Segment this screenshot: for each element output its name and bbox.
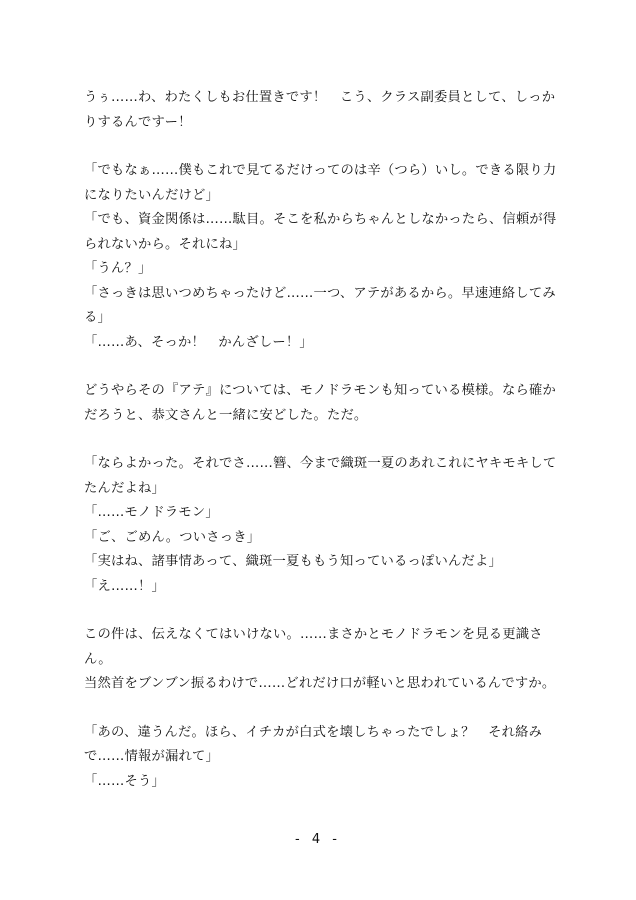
dialogue-line: 「……モノドラモン」 [84,505,219,520]
paragraph-gap [84,428,564,452]
page-number: - 4 - [295,832,341,847]
narration-line: どうやらその『アテ』については、モノドラモンも知っている模様。なら確かだろうと、恭文さんと一緒に安どした。ただ。 [84,383,556,423]
paragraph-gap [84,135,564,159]
dialogue-line: 「……あ、そっか！ かんざしー！」 [84,334,313,350]
narration-line: うぅ……わ、わたくしもお仕置きです！ こう、クラス副委員として、しっかりするんですー！ [84,90,556,130]
dialogue-line: 「え……！」 [84,578,165,594]
dialogue-line: 「……そう」 [84,773,165,789]
dialogue-line: 「さっきは思いつめちゃったけど……一つ、アテがあるから。早速連絡してみる」 [84,285,556,325]
dialogue-line: 「実はね、諸事情あって、織斑一夏ももう知っているっぽいんだよ」 [84,554,503,569]
narration-line: 当然首をブンブン振るわけで……どれだけ口が軽いと思われているんですか。 [84,676,556,691]
dialogue-line: 「でも、資金関係は……駄目。そこを私からちゃんとしなかったら、信頼が得られないから。それにね」 [84,212,557,252]
dialogue-line: 「うん？」 [84,261,152,276]
dialogue-line: 「あの、違うんだ。ほら、イチカが白式を壊しちゃったでしょ？ それ絡みで……情報が漏れて」 [84,724,543,764]
dialogue-line: 「でもなぁ……僕もこれで見てるだけってのは辛（つら）いし。できる限り力になりたいんだけど」 [84,163,557,203]
page-body [84,86,564,794]
paragraph-gap [84,697,564,721]
paragraph-gap [84,599,564,623]
paragraph-gap [84,355,564,379]
narration-line: この件は、伝えなくてはいけない。……まさかとモノドラモンを見る更識さん。 [84,627,543,667]
dialogue-line: 「ならよかった。それでさ……簪、今まで織斑一夏のあれこれにヤキモキしてたんだよね」 [84,456,557,496]
dialogue-line: 「ご、ごめん。ついさっき」 [84,529,261,545]
